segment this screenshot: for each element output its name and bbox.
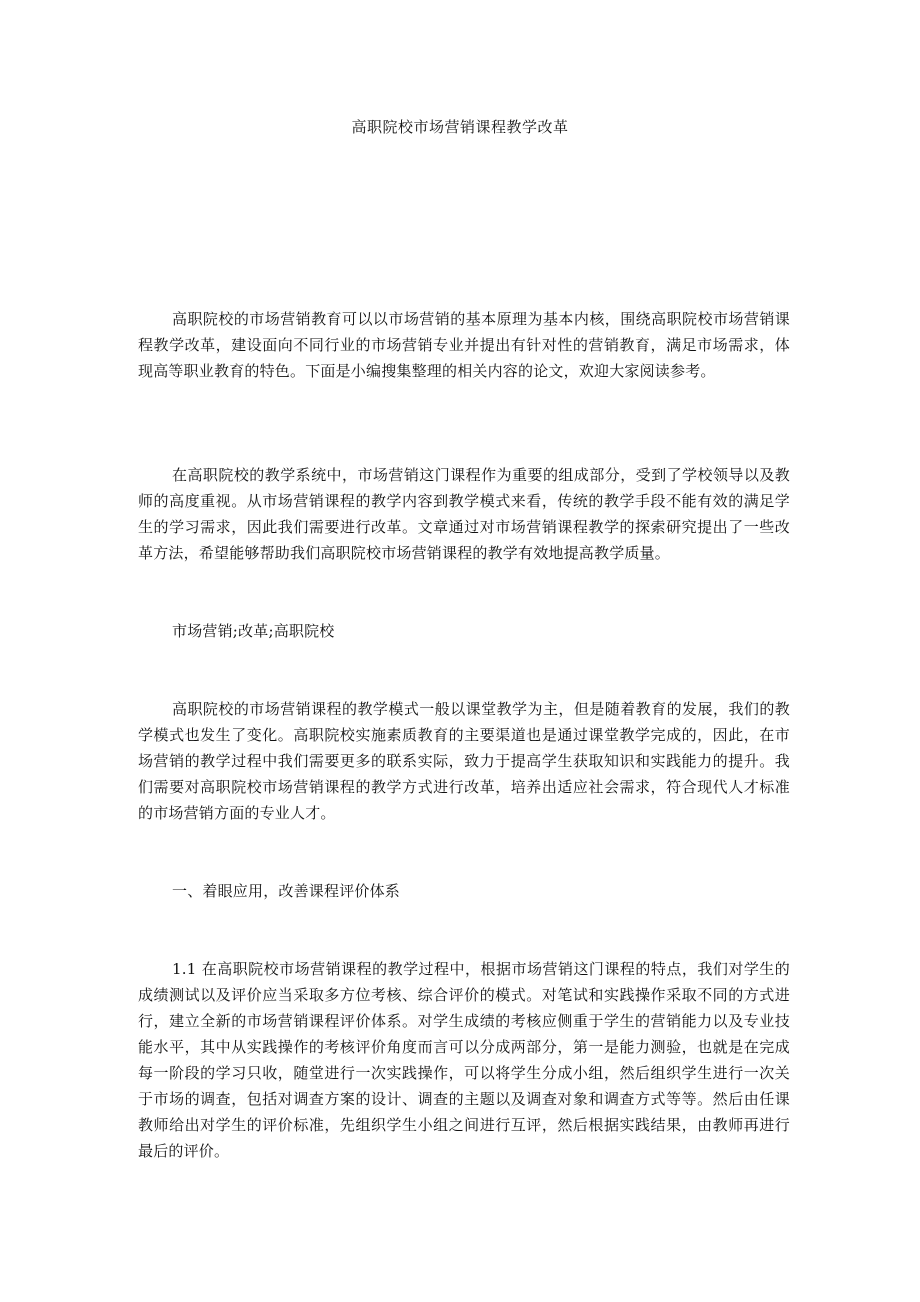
keywords-line: 市场营销;改革;高职院校 bbox=[172, 622, 335, 640]
intro-paragraph: 高职院校的市场营销教育可以以市场营销的基本原理为基本内核，围绕高职院校市场营销课程教学改革，建设面向不同行业的市场营销专业并提出有针对性的营销教育，满足市场需求，体现高等职业教育的特色。下面是小编搜集整理的相关内容的论文，欢迎大家阅读参考。 bbox=[138, 310, 790, 380]
abstract-paragraph: 在高职院校的教学系统中，市场营销这门课程作为重要的组成部分，受到了学校领导以及教师的高度重视。从市场营销课程的教学内容到教学模式来看，传统的教学手段不能有效的满足学生的学习需求，因此我们需要进行改革。文章通过对市场营销课程教学的探索研究提出了一些改革方法，希望能够帮助我们高职院校市场营销课程的教学有效地提高教学质量。 bbox=[138, 466, 790, 562]
section-heading: 一、着眼应用，改善课程评价体系 bbox=[172, 882, 401, 900]
body-paragraph: 高职院校的市场营销课程的教学模式一般以课堂教学为主，但是随着教育的发展，我们的教学模式也发生了变化。高职院校实施素质教育的主要渠道也是通过课堂教学完成的，因此，在市场营销的教学过程中我们需要更多的联系实际，致力于提高学生获取知识和实践能力的提升。我们需要对高职院校市场营销课程的教学方式进行改革，培养出适应社会需求，符合现代人才标准的市场营销方面的专业人才。 bbox=[138, 700, 790, 822]
section-1-1-paragraph: 1.1 在高职院校市场营销课程的教学过程中，根据市场营销这门课程的特点，我们对学生的成绩测试以及评价应当采取多方位考核、综合评价的模式。对笔试和实践操作采取不同的方式进行，建立全新的市场营销课程评价体系。对学生成绩的考核应侧重于学生的营销能力以及专业技能水平，其中从实践操作的考核评价角度而言可以分成两部分，第一是能力测验，也就是在完成每一阶段的学习只收，随堂进行一次实践操作，可以将学生分成小组，然后组织学生进行一次关于市场的调查，包括对调查方案的设计、调查的主题以及调查对象和调查方式等等。然后由任课教师给出对学生的评价标准，先组织学生小组之间进行互评，然后根据实践结果，由教师再进行最后的评价。 bbox=[138, 960, 790, 1160]
document-title: 高职院校市场营销课程教学改革 bbox=[351, 118, 569, 136]
